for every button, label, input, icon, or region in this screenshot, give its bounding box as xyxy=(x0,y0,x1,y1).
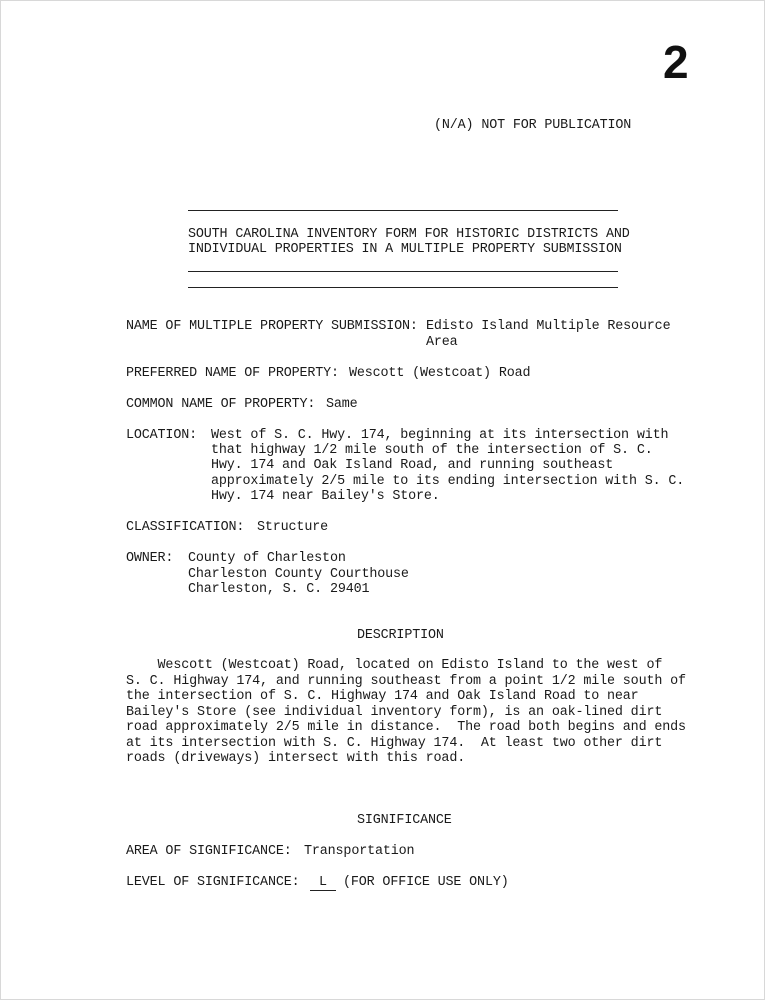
significance-heading: SIGNIFICANCE xyxy=(357,813,452,828)
owner-line: Charleston County Courthouse xyxy=(188,567,409,582)
description-line: the intersection of S. C. Highway 174 and Oak Island Road to near xyxy=(126,689,639,704)
classification-label: CLASSIFICATION: xyxy=(126,520,245,535)
middle-rule xyxy=(188,271,618,272)
form-title-line1: SOUTH CAROLINA INVENTORY FORM FOR HISTORIC DISTRICTS AND xyxy=(188,227,630,242)
multiple-property-value-line2: Area xyxy=(426,335,458,350)
description-heading: DESCRIPTION xyxy=(357,628,444,643)
multiple-property-label: NAME OF MULTIPLE PROPERTY SUBMISSION: xyxy=(126,319,418,334)
level-of-significance-label: LEVEL OF SIGNIFICANCE: xyxy=(126,875,300,890)
page-number: 2 xyxy=(663,36,689,88)
area-of-significance-label: AREA OF SIGNIFICANCE: xyxy=(126,844,292,859)
location-line: that highway 1/2 mile south of the intersection of S. C. xyxy=(211,443,653,458)
owner-label: OWNER: xyxy=(126,551,174,566)
description-line: roads (driveways) intersect with this road. xyxy=(126,751,466,766)
multiple-property-value-line1: Edisto Island Multiple Resource xyxy=(426,319,671,334)
description-line: at its intersection with S. C. Highway 174. At least two other dirt xyxy=(126,736,663,751)
preferred-name-label: PREFERRED NAME OF PROPERTY: xyxy=(126,366,339,381)
form-title-line2: INDIVIDUAL PROPERTIES IN A MULTIPLE PROPERTY SUBMISSION xyxy=(188,242,622,257)
preferred-name-value: Wescott (Westcoat) Road xyxy=(349,366,531,381)
bottom-rule xyxy=(188,287,618,288)
location-line: West of S. C. Hwy. 174, beginning at its intersection with xyxy=(211,428,669,443)
top-rule xyxy=(188,210,618,211)
location-line: approximately 2/5 mile to its ending intersection with S. C. xyxy=(211,474,685,489)
level-value-field: L xyxy=(310,876,336,891)
description-line: S. C. Highway 174, and running southeast from a point 1/2 mile south of xyxy=(126,674,686,689)
owner-line: Charleston, S. C. 29401 xyxy=(188,582,370,597)
common-name-label: COMMON NAME OF PROPERTY: xyxy=(126,397,316,412)
location-label: LOCATION: xyxy=(126,428,197,443)
description-line: Bailey's Store (see individual inventory form), is an oak-lined dirt xyxy=(126,705,663,720)
classification-value: Structure xyxy=(257,520,328,535)
office-use-note: (FOR OFFICE USE ONLY) xyxy=(343,875,509,890)
owner-line: County of Charleston xyxy=(188,551,346,566)
level-of-significance-value xyxy=(310,875,336,891)
location-line: Hwy. 174 near Bailey's Store. xyxy=(211,489,440,504)
common-name-value: Same xyxy=(326,397,358,412)
description-line: Wescott (Westcoat) Road, located on Edisto Island to the west of xyxy=(126,658,663,673)
location-line: Hwy. 174 and Oak Island Road, and running southeast xyxy=(211,458,614,473)
area-of-significance-value: Transportation xyxy=(304,844,415,859)
publication-status: (N/A) NOT FOR PUBLICATION xyxy=(434,118,632,133)
description-line: road approximately 2/5 mile in distance. The road both begins and ends xyxy=(126,720,686,735)
